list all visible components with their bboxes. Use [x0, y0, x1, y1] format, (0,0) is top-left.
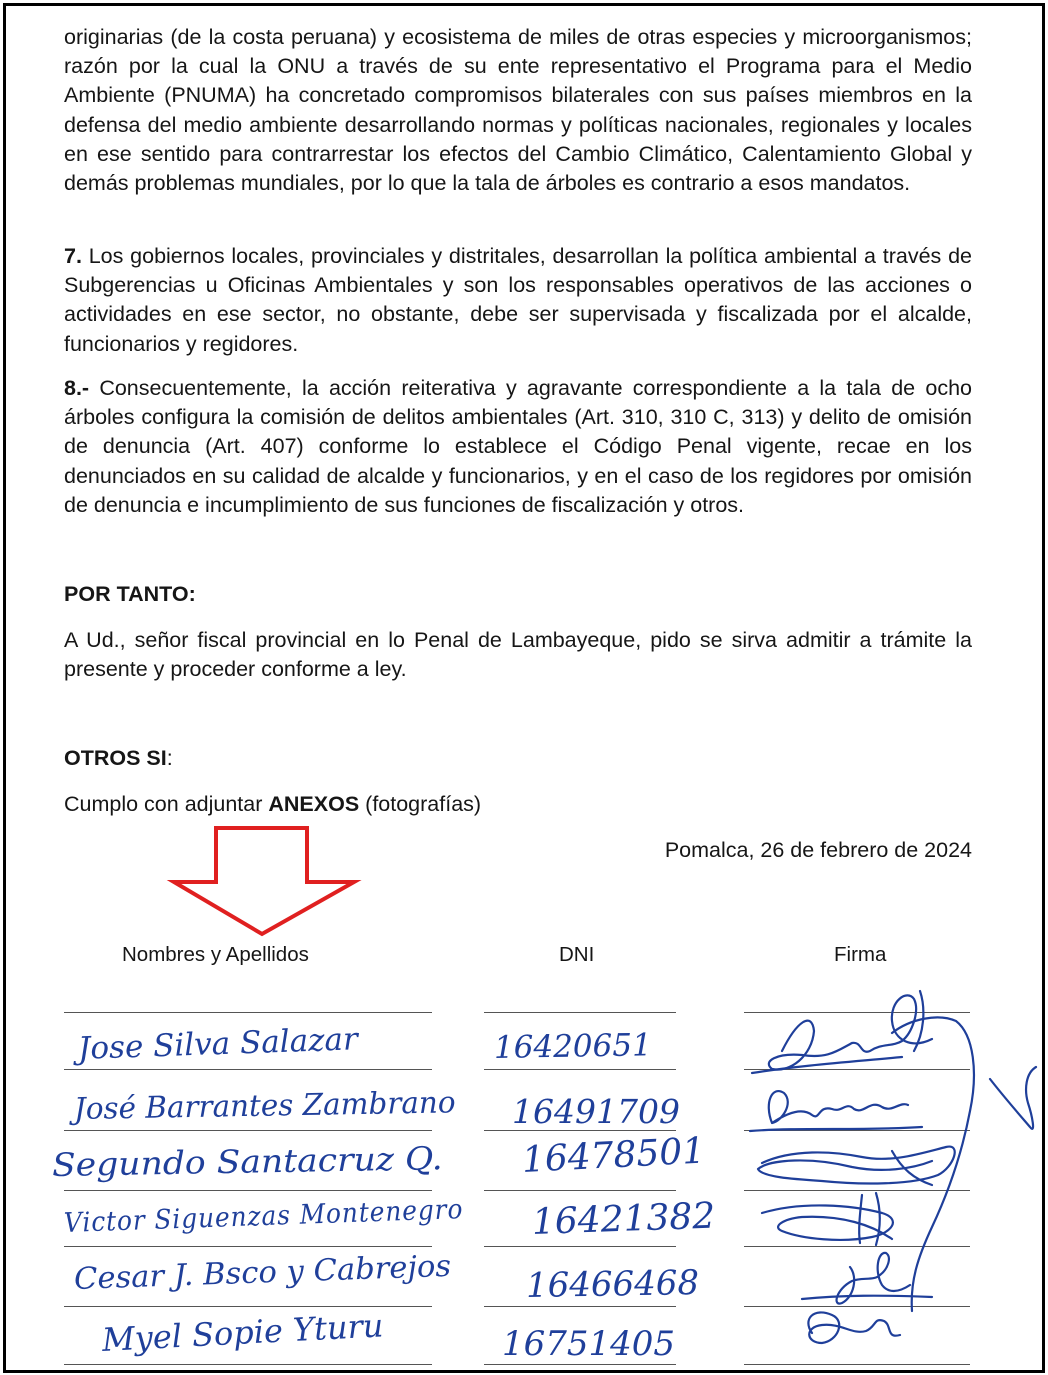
date-line: Pomalca, 26 de febrero de 2024	[664, 838, 972, 862]
por-tanto-text: A Ud., señor fiscal provincial en lo Penal de Lambayeque, pido se sirva admitir a trámite la presente y proceder conforme a ley.	[64, 628, 972, 682]
handwritten-name-2: José Barrantes Zambrano	[73, 1085, 456, 1127]
handwritten-name-1: Jose Silva Salazar	[77, 1021, 359, 1067]
signature-scribbles	[742, 981, 1042, 1366]
otros-si-colon: :	[166, 746, 173, 770]
handwritten-name-4: Victor Siguenzas Montenegro	[63, 1194, 464, 1239]
handwritten-dni-4: 16421382	[531, 1195, 716, 1243]
signature-1	[752, 995, 932, 1073]
handwritten-dni-5: 16466468	[525, 1262, 700, 1306]
handwritten-dni-6: 16751405	[502, 1324, 676, 1364]
handwritten-name-3: Segundo Santacruz Q.	[51, 1139, 443, 1184]
handwritten-dni-3: 16478501	[520, 1130, 707, 1181]
paragraph-8-number: 8.-	[64, 376, 90, 400]
paragraph-8-text: Consecuentemente, la acción reiterativa y agravante correspondiente a la tala de ocho árboles configura la comisión de delitos ambientales (Art. 310, 310 C, 313) y delito de omisión de denuncia (Art. 407) conforme lo establece el Código Penal vigente, recae en los denunciados en su calidad de alcalde y funcionarios, y en el caso de los regidores por omisión de denuncia e incumplimiento de sus funciones de fiscalización y otros.	[64, 376, 972, 517]
down-arrow-icon	[166, 824, 362, 940]
paragraph-6-continuation: originarias (de la costa peruana) y ecosistema de miles de otras especies y microorganismos; razón por la cual la ONU a través de su ente representativo el Programa para el Medio Ambiente (PNUMA) ha concretado compromisos bilaterales con sus países miembros en la defensa del medio ambiente desarrollando normas y políticas nacionales, regionales y locales en ese sentido para contrarrestar los efectos del Cambio Climático, Calentamiento Global y demás problemas mundiales, por lo que la tala de árboles es contrario a esos mandatos.	[64, 25, 972, 196]
por-tanto-heading: POR TANTO:	[64, 582, 196, 606]
handwritten-name-6: Myel Sopie Yturu	[101, 1306, 385, 1359]
paragraph-7	[64, 242, 972, 359]
signature-6	[808, 1312, 900, 1343]
column-header-dni: DNI	[559, 943, 595, 966]
otros-si-text	[64, 792, 481, 817]
signature-3	[758, 1147, 955, 1185]
otros-si-label: OTROS SI	[64, 746, 167, 770]
signature-large-flourish	[892, 991, 1036, 1311]
handwritten-dni-1: 16420651	[493, 1027, 653, 1066]
signature-2	[750, 1091, 922, 1131]
column-header-firma: Firma	[834, 943, 887, 966]
otros-si-anexos: ANEXOS	[268, 792, 360, 816]
handwritten-dni-2: 16491709	[512, 1092, 680, 1131]
paragraph-8	[64, 374, 972, 520]
otros-si-heading	[64, 746, 173, 771]
paragraph-7-number: 7.	[64, 244, 82, 268]
paragraph-7-text: Los gobiernos locales, provinciales y distritales, desarrollan la política ambiental a través de Subgerencias u Oficinas Ambientales y son los responsables operativos de las acciones o actividades en ese sector, no obstante, debe ser supervisada y fiscalizada por el alcalde, funcionarios y regidores.	[64, 244, 972, 356]
handwritten-name-5: Cesar J. Bsco y Cabrejos	[73, 1248, 452, 1297]
otros-si-text-before: Cumplo con adjuntar	[64, 792, 269, 816]
otros-si-text-after: (fotografías)	[359, 792, 482, 816]
column-header-names: Nombres y Apellidos	[122, 943, 309, 966]
document-page	[3, 3, 1045, 1373]
signature-4	[762, 1193, 893, 1245]
